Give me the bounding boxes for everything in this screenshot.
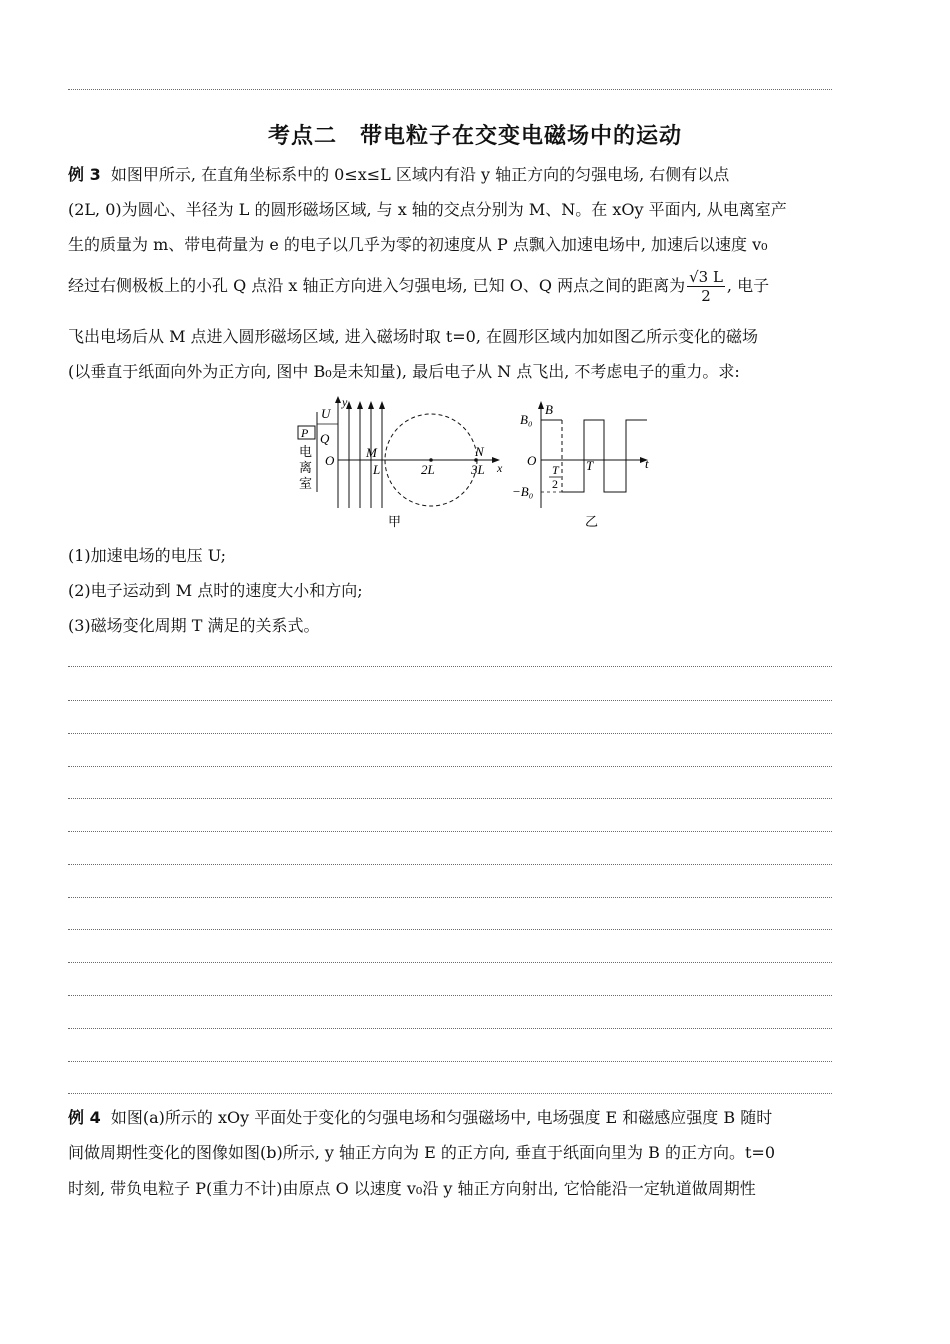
label-M: M xyxy=(366,445,377,460)
example3-line4: 经过右侧极板上的小孔 Q 点沿 x 轴正方向进入匀强电场, 已知 O、Q 两点之间的距离为 $\frac{√3 L}{2}$ , 电子 xyxy=(68,268,770,305)
answer-line xyxy=(68,766,832,767)
caption-yi: 乙 xyxy=(585,514,599,529)
answer-line xyxy=(68,897,832,898)
label-neg-B0: −B₀ xyxy=(512,484,534,499)
label-T-half-num: T xyxy=(552,463,559,477)
answer-line xyxy=(68,929,832,930)
distance-fraction: $\frac{√3 L}{2}$ xyxy=(689,268,723,305)
answer-line xyxy=(68,995,832,996)
label-U: U xyxy=(321,406,331,421)
label-3L: 3L xyxy=(471,462,485,477)
label-P: P xyxy=(301,426,309,440)
answer-line xyxy=(68,666,832,667)
top-divider xyxy=(68,89,832,90)
label-t: t xyxy=(645,456,649,471)
answer-line xyxy=(68,733,832,734)
label-Q: Q xyxy=(320,431,330,446)
answer-line xyxy=(68,1028,832,1029)
example3-line2: (2L, 0)为圆心、半径为 L 的圆形磁场区域, 与 x 轴的交点分别为 M、N。在 xOy 平面内, 从电离室产 xyxy=(68,200,787,219)
answer-line xyxy=(68,1093,832,1094)
answer-line xyxy=(68,700,832,701)
question-3: (3)磁场变化周期 T 满足的关系式。 xyxy=(68,616,320,635)
label-N: N xyxy=(475,444,484,459)
question-2: (2)电子运动到 M 点时的速度大小和方向; xyxy=(68,581,363,600)
label-chamber-3: 室 xyxy=(299,476,313,491)
label-2L: 2L xyxy=(421,462,435,477)
label-chamber-1: 电 xyxy=(299,444,313,459)
answer-line xyxy=(68,798,832,799)
answer-line xyxy=(68,1061,832,1062)
answer-line xyxy=(68,831,832,832)
example3-line5: 飞出电场后从 M 点进入圆形磁场区域, 进入磁场时取 t=0, 在圆形区域内加如图乙所示变化的磁场 xyxy=(68,327,759,346)
figure-yi xyxy=(512,401,649,529)
example3-line6: (以垂直于纸面向外为正方向, 图中 B₀是未知量), 最后电子从 N 点飞出, 不考虑电子的重力。求: xyxy=(68,362,740,381)
figure-jia xyxy=(298,395,503,529)
label-x: x xyxy=(497,461,503,475)
label-chamber-2: 离 xyxy=(299,460,313,475)
label-L: L xyxy=(373,462,381,477)
label-y: y xyxy=(342,395,348,409)
question-1: (1)加速电场的电压 U; xyxy=(68,546,227,565)
figure-area xyxy=(0,395,950,535)
example3-line1: 例 3 如图甲所示, 在直角坐标系中的 0≤x≤L 区域内有沿 y 轴正方向的匀强电场, 右侧有以点 xyxy=(68,165,730,184)
example4-label: 例 4 xyxy=(68,1108,101,1127)
label-B: B xyxy=(545,402,553,417)
label-T-half-den: 2 xyxy=(552,477,558,491)
example4-line1: 例 4 如图(a)所示的 xOy 平面处于变化的匀强电场和匀强磁场中, 电场强度 E 和磁感应强度 B 随时 xyxy=(68,1108,773,1127)
answer-line xyxy=(68,864,832,865)
label-T: T xyxy=(586,458,594,473)
example4-line3: 时刻, 带负电粒子 P(重力不计)由原点 O 以速度 v₀沿 y 轴正方向射出, 它恰能沿一定轨道做周期性 xyxy=(68,1179,756,1198)
label-B0: B₀ xyxy=(520,412,533,427)
example3-label: 例 3 xyxy=(68,165,101,184)
example3-line3: 生的质量为 m、带电荷量为 e 的电子以几乎为零的初速度从 P 点飘入加速电场中, 加速后以速度 v₀ xyxy=(68,235,768,254)
label-O-yi: O xyxy=(527,453,537,468)
caption-jia: 甲 xyxy=(388,514,402,529)
section-title: 考点二 带电粒子在交变电磁场中的运动 xyxy=(267,124,682,149)
example4-line2: 间做周期性变化的图像如图(b)所示, y 轴正方向为 E 的正方向, 垂直于纸面向里为 B 的正方向。t=0 xyxy=(68,1143,775,1162)
answer-line xyxy=(68,962,832,963)
label-O: O xyxy=(325,453,335,468)
